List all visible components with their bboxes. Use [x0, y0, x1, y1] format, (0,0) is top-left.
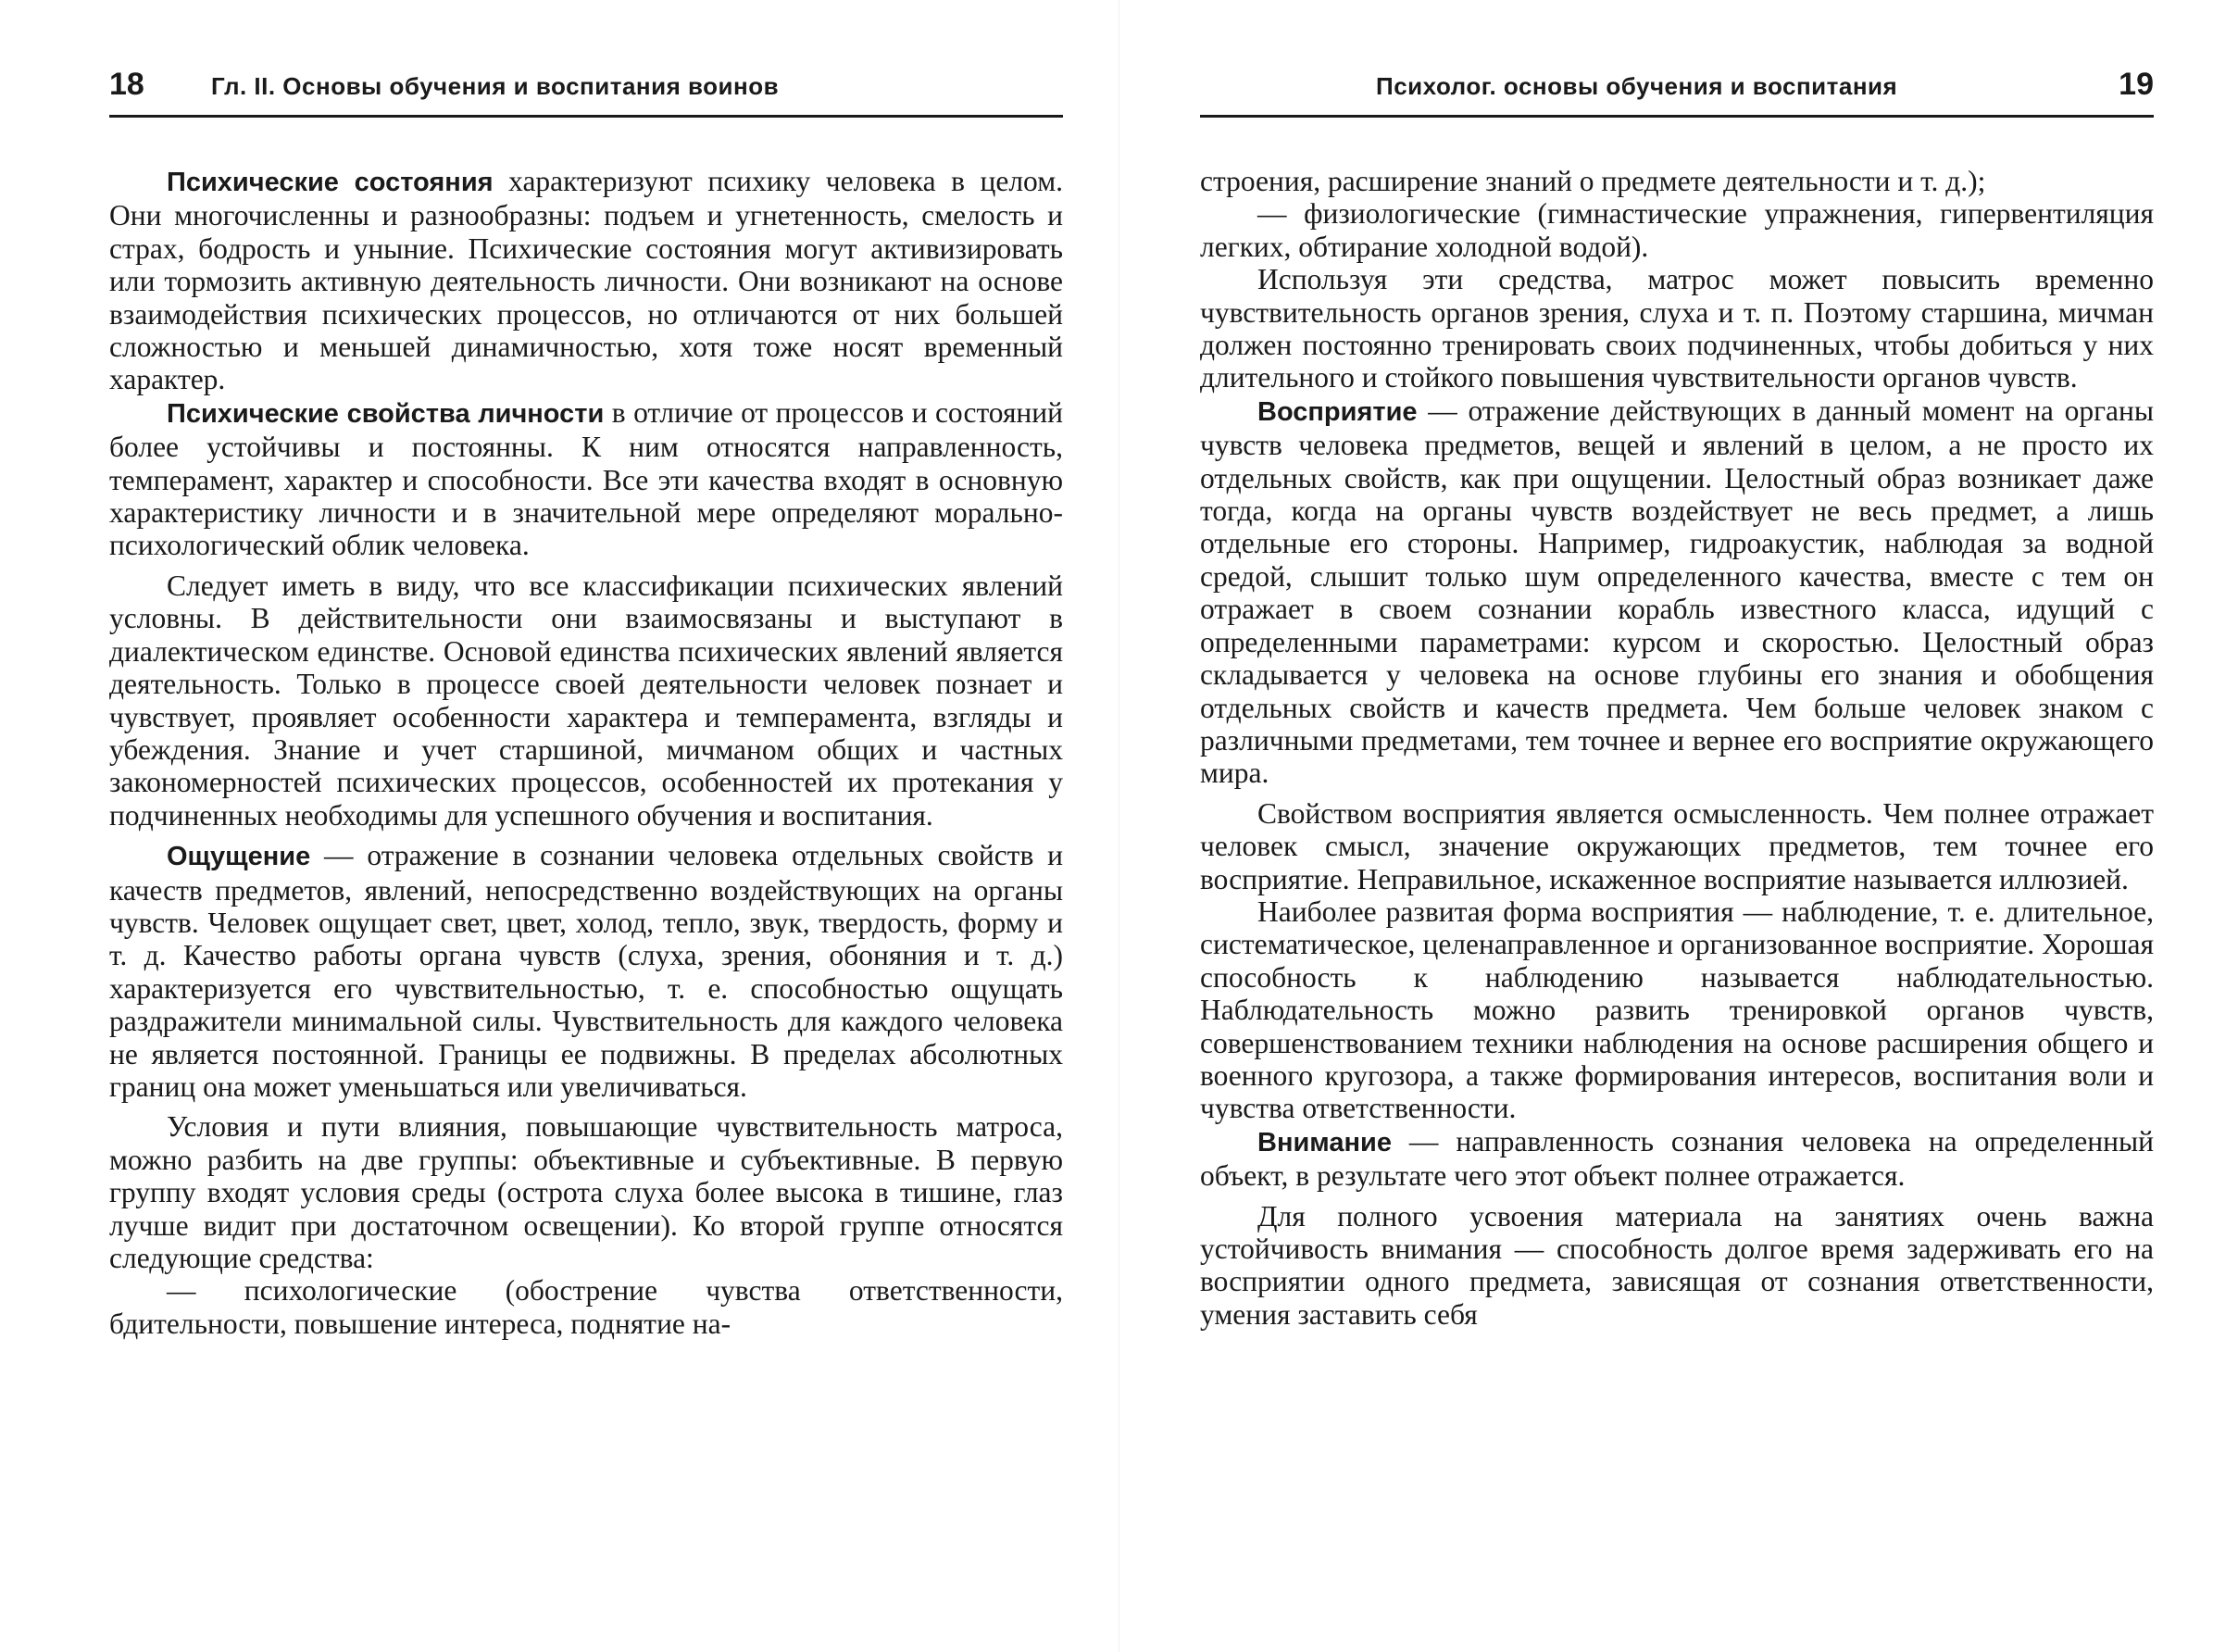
right-body-text — [1200, 165, 2154, 1331]
paragraph-text: Наиболее развитая форма восприятия — наблюдение, т. е. длительное, систематическое, целенаправленное и организованное восприятие. Хорошая способность к наблюдению называется наблюдательностью. Наблюдательность можно развить тренировкой органов чувств, совершенствованием техники наблюдения на основе расширения общего и военного кругозора, а также формирования интересов, воспитания воли и чувства ответственности. — [1200, 895, 2154, 1125]
paragraph-text: — отражение действующих в данный момент на органы чувств человека предметов, вещей и явлений в целом, а не просто их отдельных свойств, как при ощущении. Целостный образ возникает даже тогда, когда на органы чувств воздействует не весь предмет, а лишь отдельные его стороны. Например, гидроакустик, наблюдая за водной средой, слышит только шум определенного качества, вместе с тем он отражает в своем сознании корабль известного класса, идущий с определенными параметрами: курсом и скоростью. Целостный образ складывается у человека на основе глубины его знания и обобщения отдельных свойств и качеств предмета. Чем больше человек знаком с различными предметами, тем точнее и вернее его восприятие окружающего мира. — [1200, 394, 2154, 790]
left-page — [109, 0, 1063, 1652]
paragraph — [1200, 263, 2154, 394]
paragraph-text: строения, расширение знаний о предмете деятельности и т. д.); — [1200, 165, 1986, 197]
paragraph-term: Восприятие — [1257, 396, 1418, 427]
paragraph-term: Ощущение — [167, 842, 311, 872]
paragraph — [109, 165, 1063, 396]
paragraph-term: Психические состояния — [167, 168, 494, 197]
paragraph-text: Используя эти средства, матрос может повысить временно чувствительность органов зрения, слуха и т. п. Поэтому старшина, мичман должен постоянно тренировать своих подчиненных, чтобы добиться у них длительного и стойкого повышения чувствительности органов чувств. — [1200, 263, 2154, 394]
paragraph-text: в отличие от процессов и состояний более устойчивы и постоянны. К ним относятся направленность, темперамент, характер и способности. Все эти качества входят в основную характеристику личности и в значительной мере определяют морально-психологический облик человека. — [109, 395, 1064, 562]
paragraph-term: Психические свойства личности — [167, 398, 605, 429]
right-page — [1200, 0, 2154, 1652]
paragraph-text: Для полного усвоения материала на занятиях очень важна устойчивость внимания — способность долгое время задерживать его на восприятии одного предмета, зависящая от сознания ответственности, умения заставить себя — [1200, 1199, 2154, 1331]
paragraph-text: Условия и пути влияния, повышающие чувствительность матроса, можно разбить на две группы: объективные и субъективные. В первую группу входят условия среды (острота слуха более высока в тишине, глаз лучше видит при достаточном освещении). Ко второй группе относятся следующие средства: — [109, 1110, 1063, 1274]
paragraph — [109, 1110, 1063, 1274]
left-body-text — [109, 165, 1063, 1340]
right-running-head-title: Психолог. основы обучения и воспитания — [1376, 72, 1898, 100]
paragraph-text: Свойством восприятия является осмысленность. Чем полнее отражает человек смысл, значение окружающих предметов, тем точнее его восприятие. Неправильное, искаженное восприятие называется иллюзией. — [1200, 796, 2154, 895]
paragraph — [109, 839, 1063, 1103]
left-page-number: 18 — [109, 67, 144, 102]
paragraph-text: — отражение в сознании человека отдельных свойств и качеств предметов, явлений, непосредственно воздействующих на органы чувств. Человек ощущает свет, цвет, холод, тепло, звук, твердость, форму и т. д. Качество работы органа чувств (слуха, зрения, обоняния и т. д.) характеризуется его чувствительностью, т. е. способностью ощущать раздражители минимальной силы. Чувствительность для каждого человека не является постоянной. Границы ее подвижны. В пределах абсолютных границ она может уменьшаться или увеличиваться. — [109, 839, 1063, 1103]
paragraph-text: — направленность сознания человека на определенный объект, в результате чего этот объект полнее отражается. — [1200, 1124, 2154, 1193]
right-page-number: 19 — [2119, 67, 2154, 102]
paragraph-text: — физиологические (гимнастические упражнения, гипервентиляция легких, обтирание холодной водой). — [1200, 197, 2154, 263]
paragraph — [1200, 1200, 2154, 1332]
paragraph-text: характеризуют психику человека в целом. Они многочисленны и разнообразны: подъем и угнетенность, смелость и страх, бодрость и уныние. Психические состояния могут активизировать или тормозить активную деятельность личности. Они возникают на основе взаимодействия психических процессов, но отличаются от них большей сложностью и меньшей динамичностью, хотя тоже носят временный характер. — [109, 165, 1063, 396]
paragraph — [109, 569, 1063, 832]
paragraph — [109, 1274, 1063, 1340]
paragraph — [109, 396, 1063, 562]
paragraph — [1200, 394, 2154, 790]
left-running-head — [109, 57, 1063, 118]
paragraph — [1200, 1125, 2154, 1193]
paragraph-text: Следует иметь в виду, что все классификации психических явлений условны. В действительности они взаимосвязаны и выступают в диалектическом единстве. Основой единства психических явлений является деятельность. Только в процессе своей деятельности человек познает и чувствует, проявляет особенности характера и темперамента, взгляды и убеждения. Знание и учет старшиной, мичманом общих и частных закономерностей психических процессов, особенностей их протекания у подчиненных необходимы для успешного обучения и воспитания. — [109, 569, 1063, 832]
paragraph-term: Внимание — [1257, 1127, 1392, 1158]
paragraph — [1200, 895, 2154, 1125]
right-running-head — [1200, 57, 2154, 118]
paragraph-text: — психологические (обострение чувства ответственности, бдительности, повышение интереса, поднятие на- — [109, 1274, 1063, 1340]
paragraph — [1200, 165, 2154, 197]
left-running-head-title: Гл. II. Основы обучения и воспитания воинов — [211, 72, 780, 100]
paragraph — [1200, 797, 2154, 895]
paragraph — [1200, 197, 2154, 263]
